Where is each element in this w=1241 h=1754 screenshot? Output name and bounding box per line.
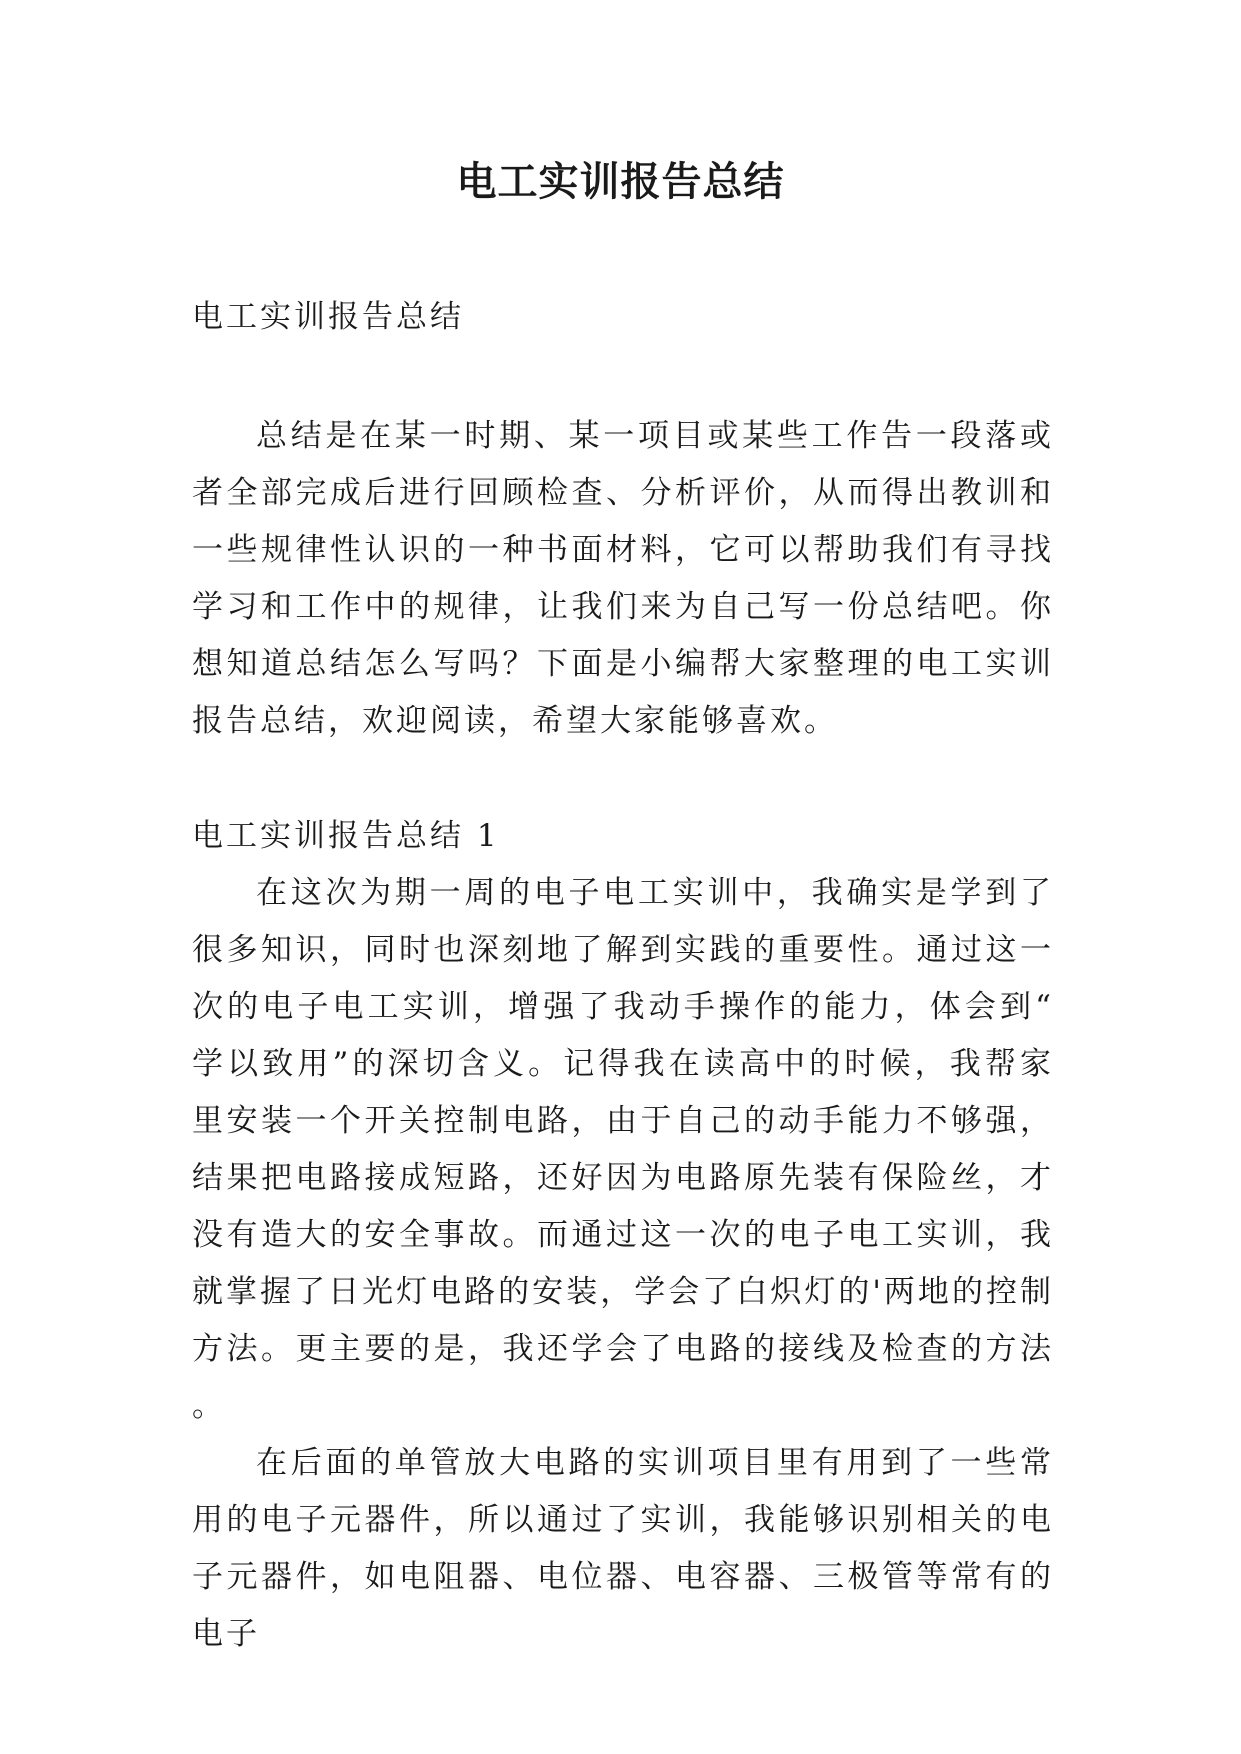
document-subtitle: 电工实训报告总结 (192, 299, 464, 335)
document-title: 电工实训报告总结 (456, 159, 785, 205)
section-paragraph-2: 在后面的单管放大电路的实训项目里有用到了一些常用的电子元器件，所以通过了实训，我能够识别相关的电子元器件，如电阻器、电位器、电容器、三极管等常有的电子 (192, 1445, 1054, 1652)
section-heading: 电工实训报告总结 1 (192, 818, 500, 854)
section-paragraph-1: 在这次为期一周的电子电工实训中，我确实是学到了很多知识，同时也深刻地了解到实践的重要性。通过这一次的电子电工实训，增强了我动手操作的能力，体会到“学以致用”的深切含义。记得我在读高中的时候，我帮家里安装一个开关控制电路，由于自己的动手能力不够强，结果把电路接成短路，还好因为电路原先装有保险丝，才没有造大的安全事故。而通过这一次的电子电工实训，我就掌握了日光灯电路的安装，学会了白炽灯的'两地的控制方法。更主要的是，我还学会了电路的接线及检查的方法。 (192, 875, 1054, 1424)
document-body (192, 289, 1054, 1663)
intro-paragraph: 总结是在某一时期、某一项目或某些工作告一段落或者全部完成后进行回顾检查、分析评价，从而得出教训和一些规律性认识的一种书面材料，它可以帮助我们有寻找学习和工作中的规律，让我们来为自己写一份总结吧。你想知道总结怎么写吗？下面是小编帮大家整理的电工实训报告总结，欢迎阅读，希望大家能够喜欢。 (192, 418, 1054, 739)
